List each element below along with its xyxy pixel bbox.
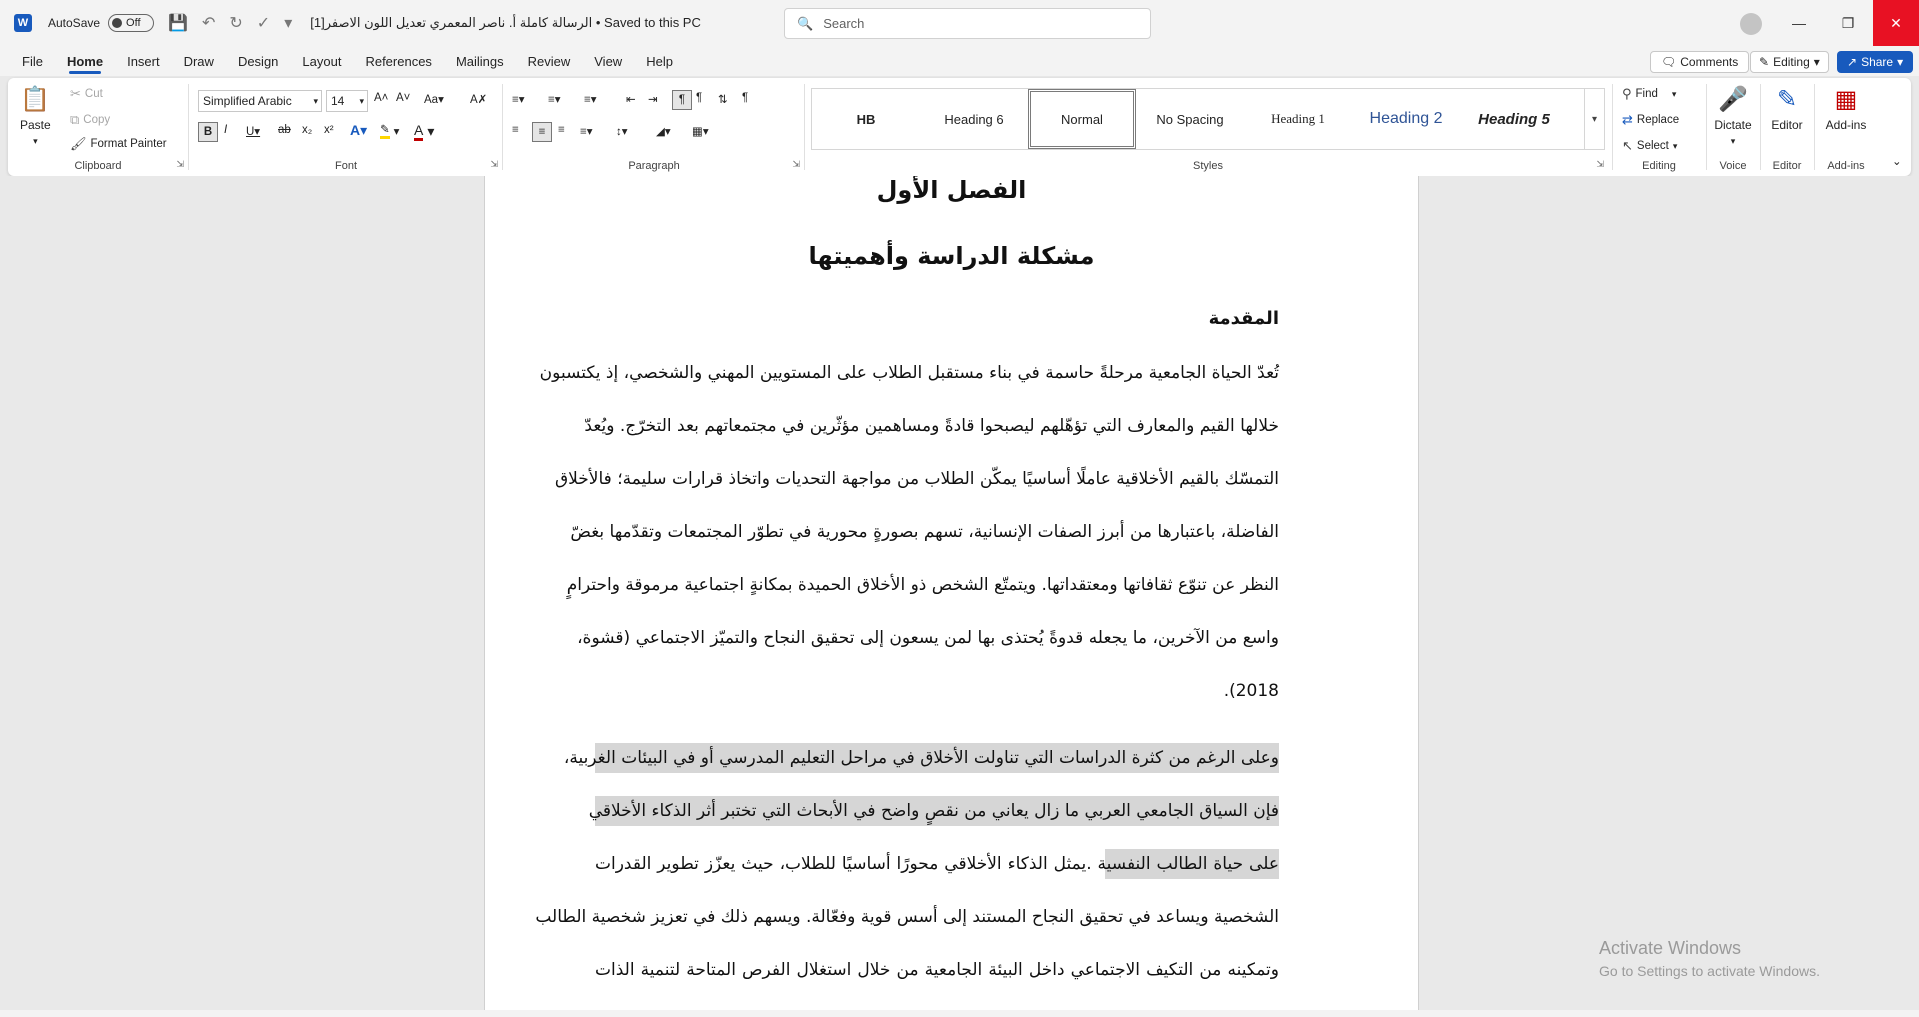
search-icon: ⚲: [1622, 86, 1632, 101]
chapter-title: الفصل الأول: [876, 176, 1027, 204]
styles-more-icon[interactable]: ▾: [1585, 88, 1605, 150]
chevron-down-icon: ▾: [1730, 136, 1736, 146]
share-button[interactable]: [1837, 51, 1913, 73]
chevron-down-icon: ▾: [313, 95, 318, 106]
chevron-down-icon: ▾: [1671, 88, 1677, 99]
addins-group-label: Add-ins: [1827, 160, 1865, 172]
search-placeholder: Search: [823, 16, 865, 31]
editing-mode-button[interactable]: [1750, 51, 1829, 73]
tab-home[interactable]: Home: [55, 46, 115, 76]
spelling-icon[interactable]: ✓: [256, 15, 271, 32]
tab-layout[interactable]: Layout: [302, 53, 342, 69]
style-hb[interactable]: HB: [856, 111, 876, 127]
editing-group: [1614, 78, 1704, 176]
word-logo-icon: W: [14, 14, 32, 32]
dialog-launcher-icon[interactable]: ⇲: [1596, 159, 1604, 169]
align-right-icon[interactable]: ≡: [558, 124, 565, 136]
editor-pen-icon: ✎: [1776, 85, 1798, 113]
editing-label: Editing: [1773, 55, 1810, 69]
autosave-toggle[interactable]: [108, 14, 154, 32]
font-name-value: Simplified Arabic: [203, 94, 292, 108]
share-label: Share: [1861, 55, 1894, 69]
shading-icon[interactable]: ◢▾: [656, 126, 671, 138]
text-effects-icon[interactable]: A▾: [350, 122, 368, 138]
find-button[interactable]: [1622, 86, 1676, 102]
sort-icon[interactable]: ⇅: [718, 94, 728, 106]
group-divider: [502, 84, 503, 170]
dictate-label: Dictate: [1714, 118, 1752, 132]
paragraph-line: 2018).: [1223, 681, 1279, 701]
editor-group-label: Editor: [1772, 160, 1802, 172]
addins-button[interactable]: [1816, 84, 1876, 132]
select-label: Select: [1636, 140, 1669, 152]
italic-icon[interactable]: I: [224, 124, 228, 136]
tab-mailings[interactable]: Mailings: [455, 53, 504, 69]
voice-group: [1708, 78, 1758, 176]
tab-help[interactable]: Help: [646, 53, 673, 69]
group-divider: [1612, 84, 1613, 170]
align-left-icon[interactable]: ≡: [512, 124, 519, 136]
shrink-font-icon[interactable]: A˅: [396, 92, 411, 104]
tab-draw[interactable]: Draw: [183, 53, 214, 69]
ribbon-tabs: [0, 46, 1919, 76]
styles-group-label: Styles: [1193, 160, 1223, 172]
style-normal[interactable]: Normal: [1028, 89, 1136, 149]
align-center-icon[interactable]: ≡: [532, 122, 552, 142]
cut-button[interactable]: [70, 86, 103, 102]
chevron-down-icon: ▾: [1897, 55, 1904, 69]
cut-label: Cut: [84, 88, 103, 100]
copy-label: Copy: [83, 114, 111, 126]
tab-design[interactable]: Design: [237, 53, 279, 69]
font-group: [190, 78, 502, 176]
autosave-state: Off: [126, 17, 141, 29]
clear-formatting-icon[interactable]: A✗: [470, 94, 488, 106]
group-divider: [188, 84, 189, 170]
comments-label: Comments: [1680, 55, 1739, 69]
rtl-direction-icon[interactable]: ¶: [672, 90, 692, 110]
bold-icon[interactable]: B: [198, 122, 218, 142]
save-icon[interactable]: 💾: [168, 15, 188, 32]
copy-icon: ⧉: [70, 112, 80, 127]
share-icon: ↗: [1847, 55, 1858, 69]
paragraph-line: وعلى الرغم من كثرة الدراسات التي تناولت الأخلاق في مراحل التعليم المدرسي أو في البيئات الغربية،: [563, 748, 1279, 768]
addins-grid-icon: ▦: [1834, 85, 1858, 113]
group-divider: [1706, 84, 1707, 170]
paste-button[interactable]: [20, 84, 51, 147]
replace-icon: ⇄: [1622, 112, 1633, 127]
chevron-down-icon: ▾: [33, 136, 38, 146]
paragraph-line: التمسّك بالقيم الأخلاقية عاملًا أساسيًا يمكّن الطلاب من مواجهة التحديات واتخاذ قرارات سليمة؛ فالأخلاق: [554, 469, 1279, 489]
superscript-icon[interactable]: x²: [324, 124, 334, 136]
increase-indent-icon[interactable]: ⇥: [648, 94, 658, 106]
tab-insert[interactable]: Insert: [127, 53, 160, 69]
clipboard-group: [8, 78, 188, 176]
dictate-button[interactable]: [1708, 84, 1758, 147]
decrease-indent-icon[interactable]: ⇤: [626, 94, 636, 106]
dialog-launcher-icon[interactable]: ⇲: [176, 159, 184, 169]
line-spacing-icon[interactable]: ↕▾: [616, 126, 628, 138]
intro-heading: المقدمة: [1208, 308, 1279, 329]
tab-file[interactable]: File: [22, 53, 43, 69]
paragraph-line: على حياة الطالب النفسية .يمثل الذكاء الأخلاقي محورًا أساسيًا للطلاب، حيث يعزّز تطوير القدرات: [595, 854, 1279, 874]
font-size-value: 14: [331, 94, 345, 108]
paragraph-group: [504, 78, 804, 176]
editor-label: Editor: [1771, 118, 1803, 132]
editing-group-label: Editing: [1642, 160, 1676, 172]
styles-group: [808, 78, 1608, 176]
toggle-knob-icon: [112, 18, 122, 28]
ribbon: [8, 78, 1911, 176]
addins-group: [1816, 78, 1876, 176]
paragraph-line: النظر عن تنوّع ثقافاتها ومعتقداتها. ويتمتّع الشخص ذو الأخلاق الحميدة بمكانةٍ اجتماعية مرموقة واحترامٍ: [566, 575, 1279, 595]
group-divider: [804, 84, 805, 170]
comment-icon: 🗨: [1661, 55, 1677, 69]
strikethrough-icon[interactable]: ab: [278, 124, 291, 136]
style-heading-2[interactable]: Heading 2: [1369, 110, 1443, 127]
dialog-launcher-icon[interactable]: ⇲: [792, 159, 800, 169]
search-box[interactable]: [784, 8, 1151, 39]
chevron-down-icon: ▾: [1813, 55, 1820, 69]
grow-font-icon[interactable]: A˄: [374, 92, 389, 104]
editor-group: [1762, 78, 1812, 176]
bullets-icon[interactable]: ≡▾: [512, 94, 525, 106]
customize-toolbar-icon[interactable]: ▾: [284, 15, 293, 32]
numbering-icon[interactable]: ≡▾: [548, 94, 561, 106]
highlight-icon[interactable]: ✎ ▾: [380, 124, 400, 138]
pencil-icon: ✎: [1759, 55, 1770, 69]
comments-button[interactable]: [1650, 51, 1749, 73]
multilevel-list-icon[interactable]: ≡▾: [584, 94, 597, 106]
font-color-icon[interactable]: A ▾: [414, 122, 435, 139]
change-case-icon[interactable]: Aa▾: [424, 94, 444, 106]
minimize-button[interactable]: —: [1792, 15, 1806, 31]
addins-label: Add-ins: [1825, 118, 1867, 132]
document-page[interactable]: [484, 176, 1419, 1017]
paragraph-line: فإن السياق الجامعي العربي ما زال يعاني من نقصٍ واضح في الأبحاث التي تختبر أثر الذكاء الأخلاقي: [588, 801, 1279, 821]
font-name-combo[interactable]: [198, 90, 322, 112]
show-formatting-icon[interactable]: ¶: [742, 92, 749, 104]
find-label: Find: [1635, 88, 1658, 100]
close-button[interactable]: ✕: [1873, 0, 1919, 46]
clipboard-group-label: Clipboard: [74, 160, 122, 172]
dialog-launcher-icon[interactable]: ⇲: [490, 159, 498, 169]
activate-windows-watermark: [1599, 938, 1820, 979]
tab-view[interactable]: View: [594, 53, 623, 69]
tab-review[interactable]: Review: [527, 53, 571, 69]
style-no-spacing[interactable]: No Spacing: [1156, 111, 1224, 127]
style-heading-1[interactable]: Heading 1: [1271, 111, 1325, 126]
format-painter-label: Format Painter: [90, 138, 167, 150]
chevron-down-icon: ▾: [359, 95, 364, 106]
ltr-direction-icon[interactable]: ¶: [696, 92, 703, 104]
borders-icon[interactable]: ▦▾: [692, 126, 709, 138]
font-size-combo[interactable]: [326, 90, 368, 112]
search-icon: 🔍: [797, 15, 814, 31]
tab-references[interactable]: References: [365, 53, 432, 69]
paragraph-line: وتمكينه من التكيف الاجتماعي داخل البيئة الجامعية من خلال استغلال الفرص المتاحة لتنمية الذات: [595, 960, 1279, 980]
justify-icon[interactable]: ≡▾: [580, 126, 593, 138]
chevron-down-icon: ▾: [1672, 140, 1678, 151]
subscript-icon[interactable]: x₂: [302, 124, 313, 136]
chapter-subtitle: مشكلة الدراسة وأهميتها: [808, 242, 1095, 270]
group-divider: [1814, 84, 1815, 170]
copy-button[interactable]: [70, 112, 110, 128]
paragraph-line: الشخصية ويساعد في تحقيق النجاح المستند إلى أسس قوية وفعّالة. ويسهم ذلك في تعزيز شخصية الطالب: [535, 907, 1279, 927]
document-canvas: [0, 176, 1919, 1017]
undo-icon[interactable]: ↶: [201, 15, 216, 32]
paste-label: Paste: [20, 118, 51, 132]
style-heading-6[interactable]: Heading 6: [944, 111, 1004, 127]
paragraph-group-label: Paragraph: [628, 160, 680, 172]
replace-label: Replace: [1636, 114, 1680, 126]
voice-group-label: Voice: [1719, 160, 1747, 172]
status-bar: [0, 1010, 1919, 1017]
font-group-label: Font: [334, 160, 357, 172]
style-heading-5[interactable]: Heading 5: [1478, 110, 1550, 128]
autosave-label: AutoSave: [48, 16, 101, 30]
underline-icon[interactable]: U▾: [246, 126, 261, 138]
clipboard-icon: 📋: [20, 85, 51, 113]
watermark-subtitle: Go to Settings to activate Windows.: [1599, 963, 1820, 979]
document-title[interactable]: الرسالة كاملة أ. ناصر المعمري تعديل اللون الاصفر[1] • Saved to this PC: [310, 15, 701, 30]
select-button[interactable]: [1622, 138, 1677, 154]
cursor-icon: ↖: [1622, 138, 1633, 153]
paragraph-line: واسع من الآخرين، ما يجعله قدوةً يُحتذى بها لمن يسعون إلى تحقيق النجاح والتميّز الاجتماعي (قشوة،: [577, 628, 1279, 648]
scissors-icon: ✂: [70, 86, 81, 101]
replace-button[interactable]: [1622, 112, 1679, 128]
collapse-ribbon-icon[interactable]: ⌄: [1892, 156, 1902, 168]
account-avatar-icon[interactable]: [1740, 13, 1762, 35]
paintbrush-icon: 🖌: [70, 136, 87, 151]
redo-icon[interactable]: ↻: [229, 15, 243, 32]
watermark-title: Activate Windows: [1599, 938, 1742, 958]
paragraph-line: الفاضلة، باعتبارها من أبرز الصفات الإنسانية، تسهم بصورةٍ محورية في تطوّر المجتمعات وتقدّمها بغضّ: [570, 522, 1279, 542]
paragraph-line: خلالها القيم والمعارف التي تؤهّلهم ليصبحوا قادةً ومساهمين مؤثّرين في مجتمعاتهم بعد التخرّج. ويُعدّ: [584, 416, 1279, 436]
group-divider: [1760, 84, 1761, 170]
restore-button[interactable]: ❐: [1841, 14, 1855, 31]
format-painter-button[interactable]: [70, 136, 167, 152]
paragraph-line: تُعدّ الحياة الجامعية مرحلةً حاسمة في بناء مستقبل الطلاب على المستويين المهني والشخصي، إذ يكتسبون: [539, 363, 1279, 383]
editor-button[interactable]: [1762, 84, 1812, 132]
microphone-icon: 🎤: [1718, 85, 1748, 113]
